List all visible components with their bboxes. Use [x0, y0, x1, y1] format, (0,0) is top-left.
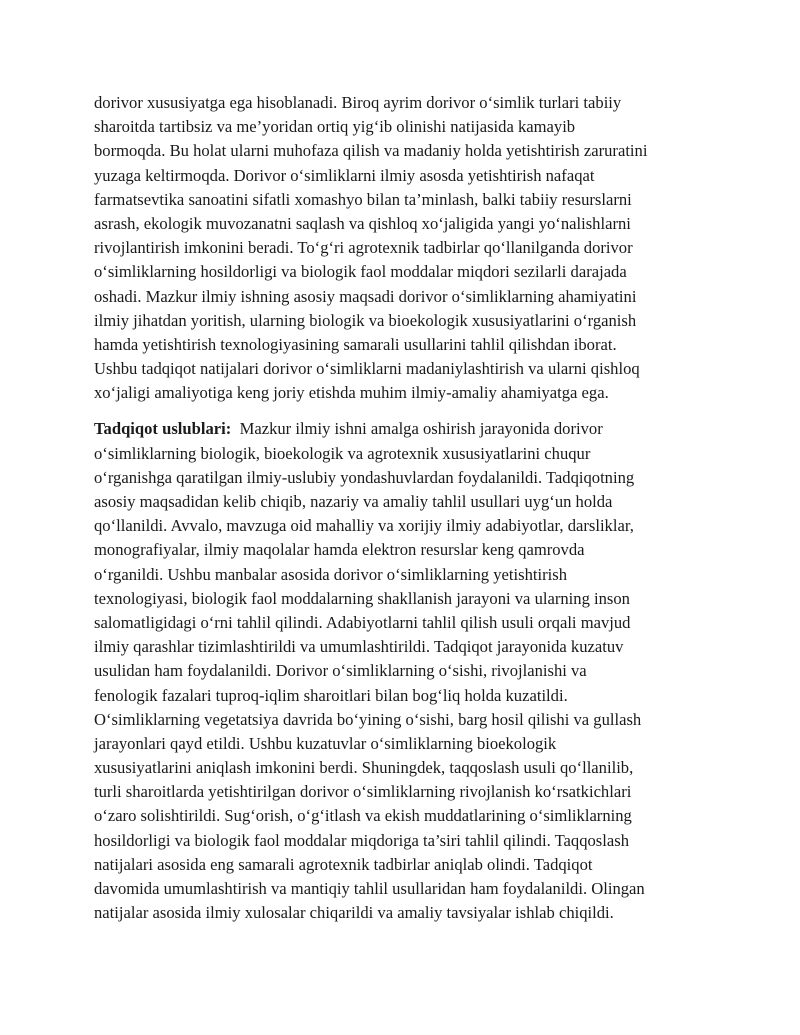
text-line: o‘rganildi. Ushbu manbalar asosida dorivor o‘simliklarning yetishtirish	[94, 564, 568, 584]
methods-first-line	[94, 417, 714, 441]
methods-section	[94, 417, 714, 925]
text-line: o‘zaro solishtirildi. Sug‘orish, o‘g‘itlash va ekish muddatlarining o‘simliklarning	[94, 806, 632, 826]
text-line: o‘rganishga qaratilgan ilmiy-uslubiy yondashuvlardan foydalanildi. Tadqiqotning	[94, 467, 635, 487]
intro-paragraph	[94, 91, 714, 405]
text-line-rest: Mazkur ilmiy ishni amalga oshirish jarayonida dorivor	[239, 419, 603, 439]
text-line: rivojlantirish imkonini beradi. To‘g‘ri agrotexnik tadbirlar qo‘llanilganda dorivor	[94, 238, 633, 258]
text-line: bormoqda. Bu holat ularni muhofaza qilish va madaniy holda yetishtirish zaruratini	[94, 141, 648, 161]
text-line: salomatligidagi o‘rni tahlil qilindi. Adabiyotlarni tahlil qilish usuli orqali mavjud	[94, 612, 631, 632]
text-line: jarayonlari qayd etildi. Ushbu kuzatuvlar o‘simliklarning bioekologik	[94, 733, 557, 753]
text-line: qo‘llanildi. Avvalo, mavzuga oid mahalliy va xorijiy ilmiy adabiyotlar, darsliklar,	[94, 516, 634, 536]
text-line: davomida umumlashtirish va mantiqiy tahlil usullaridan ham foydalanildi. Olingan	[94, 879, 645, 898]
text-line: hamda yetishtirish texnologiyasining samarali usullarini tahlil qilishdan iborat.	[94, 334, 617, 354]
text-line: xo‘jaligi amaliyotiga keng joriy etishda muhim ilmiy-amaliy ahamiyatga ega.	[94, 383, 609, 403]
text-line: monografiyalar, ilmiy maqolalar hamda elektron resurslar keng qamrovda	[94, 540, 585, 560]
text-line: sharoitda tartibsiz va me’yoridan ortiq yig‘ib olinishi natijasida kamayib	[94, 117, 576, 137]
text-line: o‘simliklarning hosildorligi va biologik faol moddalar miqdori sezilarli darajada	[94, 262, 627, 282]
document-page	[94, 91, 714, 925]
text-line: o‘simliklarning biologik, bioekologik va agrotexnik xususiyatlarini chuqur	[94, 443, 591, 463]
text-line: natijalar asosida ilmiy xulosalar chiqarildi va amaliy tavsiyalar ishlab chiqildi.	[94, 903, 614, 923]
text-line: natijalari asosida eng samarali agrotexnik tadbirlar aniqlab olindi. Tadqiqot	[94, 854, 593, 874]
section-heading: Tadqiqot uslublari:	[94, 419, 232, 439]
text-line: usulidan ham foydalanildi. Dorivor o‘simliklarning o‘sishi, rivojlanishi va	[94, 661, 587, 681]
text-line: yuzaga keltirmoqda. Dorivor o‘simliklarni ilmiy asosda yetishtirish nafaqat	[94, 165, 595, 185]
text-line: oshadi. Mazkur ilmiy ishning asosiy maqsadi dorivor o‘simliklarning ahamiyatini	[94, 286, 637, 306]
text-line: ilmiy qarashlar tizimlashtirildi va umumlashtirildi. Tadqiqot jarayonida kuzatuv	[94, 637, 624, 657]
text-line: ilmiy jihatdan yoritish, ularning biologik va bioekologik xususiyatlarini o‘rganish	[94, 310, 637, 330]
text-line: turli sharoitlarda yetishtirilgan dorivor o‘simliklarning rivojlanish ko‘rsatkichlari	[94, 782, 632, 802]
paragraph-gap	[94, 405, 714, 417]
text-line: texnologiyasi, biologik faol moddalarning shakllanish jarayoni va ularning inson	[94, 588, 630, 608]
text-line: dorivor xususiyatga ega hisoblanadi. Biroq ayrim dorivor o‘simlik turlari tabiiy	[94, 93, 622, 112]
text-line: xususiyatlarini aniqlash imkonini berdi. Shuningdek, taqqoslash usuli qo‘llanilib,	[94, 758, 634, 778]
text-line: O‘simliklarning vegetatsiya davrida bo‘yining o‘sishi, barg hosil qilishi va gullash	[94, 709, 642, 729]
text-line: Ushbu tadqiqot natijalari dorivor o‘simliklarni madaniylashtirish va ularni qishloq	[94, 359, 640, 379]
text-line: asosiy maqsadidan kelib chiqib, nazariy va amaliy tahlil usullari uyg‘un holda	[94, 492, 613, 511]
text-line: fenologik fazalari tuproq-iqlim sharoitlari bilan bog‘liq holda kuzatildi.	[94, 685, 568, 705]
text-line: hosildorligi va biologik faol moddalar miqdoriga ta’siri tahlil qilindi. Taqqoslash	[94, 830, 629, 850]
text-line: farmatsevtika sanoatini sifatli xomashyo bilan ta’minlash, balki tabiiy resurslarni	[94, 189, 632, 209]
text-line: asrash, ekologik muvozanatni saqlash va qishloq xo‘jaligida yangi yo‘nalishlarni	[94, 213, 631, 233]
